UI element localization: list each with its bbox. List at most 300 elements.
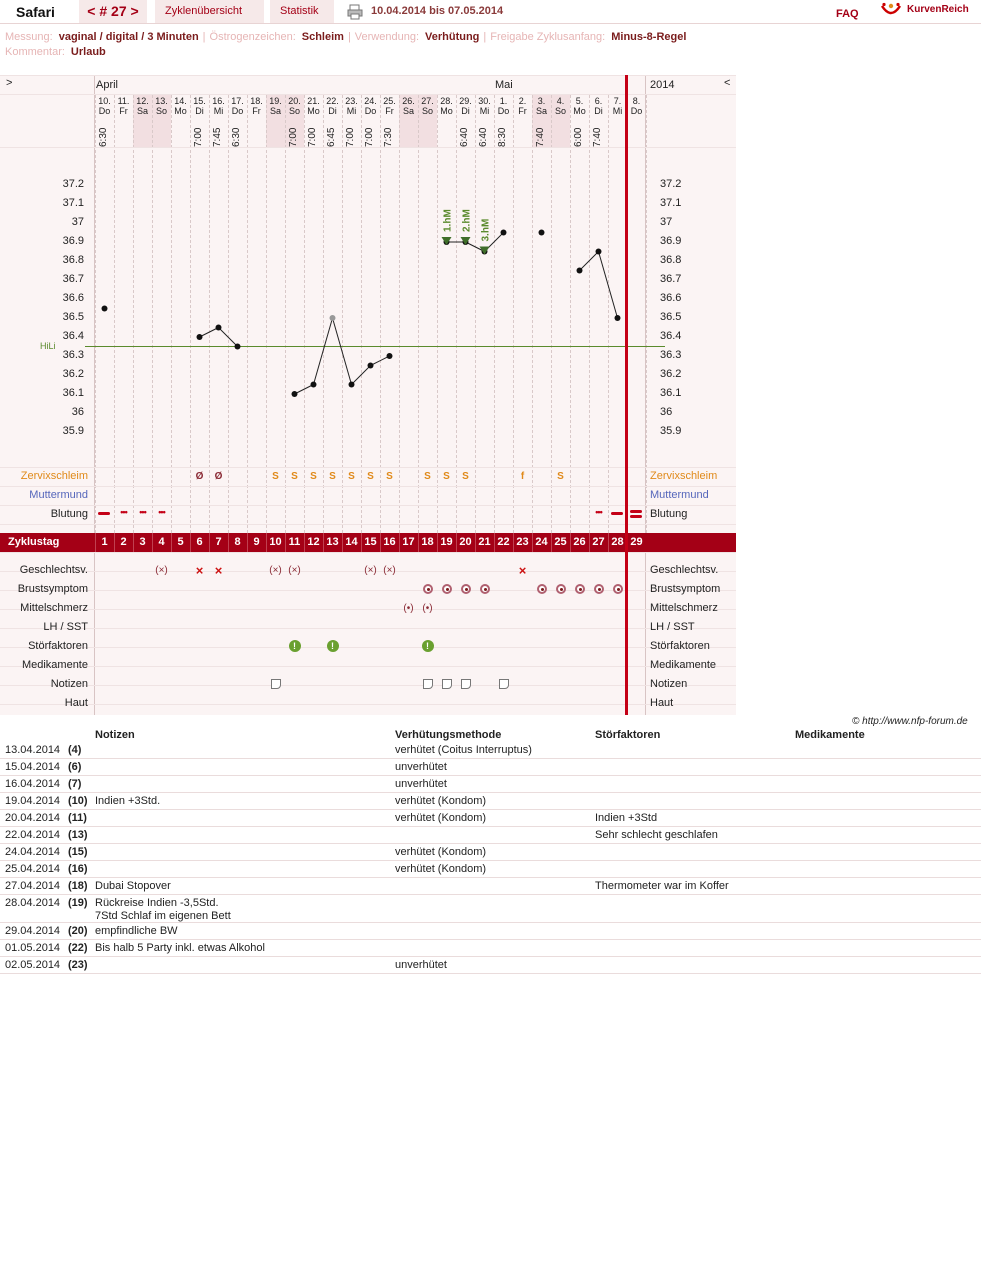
medi-row-label: Medikamente bbox=[21, 659, 88, 671]
cycle-day-sep bbox=[475, 533, 476, 552]
coverline-label: HiLi bbox=[40, 341, 56, 351]
temp-axis-label-right: 36.1 bbox=[660, 387, 682, 399]
mittelschmerz-icon: (•) bbox=[403, 603, 414, 614]
bleeding-dots: ••• bbox=[595, 507, 602, 517]
zervix-mark: S bbox=[291, 471, 298, 482]
day-header: 21. Mo bbox=[307, 96, 320, 116]
row-note: Dubai Stopover bbox=[95, 880, 171, 892]
notizen-row-label: Notizen bbox=[50, 678, 88, 690]
temp-point bbox=[292, 391, 298, 397]
cycle-day-number: 6 bbox=[196, 536, 203, 548]
row-date: 22.04.2014 bbox=[5, 829, 61, 841]
day-header: 3. Sa bbox=[535, 96, 547, 116]
cycle-day-sep bbox=[589, 533, 590, 552]
temp-axis-label-right: 36.8 bbox=[660, 254, 682, 266]
zervix-mark: S bbox=[310, 471, 317, 482]
day-header: 5. Mo bbox=[573, 96, 586, 116]
note-icon[interactable] bbox=[271, 679, 281, 689]
day-header: 10. Do bbox=[98, 96, 111, 116]
row-method: verhütet (Kondom) bbox=[395, 846, 487, 858]
cycle-day-number: 21 bbox=[478, 536, 491, 548]
zervix-mark: S bbox=[443, 471, 450, 482]
zyklustag-label: Zyklustag bbox=[8, 536, 60, 548]
cycle-day-sep bbox=[95, 533, 96, 552]
day-header: 15. Di bbox=[193, 96, 206, 116]
higher-measurement-label: 1.hM bbox=[442, 209, 454, 232]
day-header: 22. Di bbox=[326, 96, 339, 116]
table-row bbox=[0, 923, 981, 940]
bleeding-dots: ••• bbox=[120, 507, 127, 517]
temp-axis-label-left: 37.2 bbox=[62, 178, 84, 190]
table-row bbox=[0, 861, 981, 878]
faq-link[interactable]: FAQ bbox=[836, 8, 859, 20]
cycle-day-number: 3 bbox=[139, 536, 146, 548]
day-header: 2. Fr bbox=[518, 96, 527, 116]
cycle-day-number: 22 bbox=[497, 536, 510, 548]
temp-point bbox=[197, 334, 203, 340]
temp-point bbox=[387, 353, 393, 359]
temp-axis-label-left: 37.1 bbox=[62, 197, 84, 209]
kommentar-label: Kommentar: bbox=[5, 46, 65, 58]
note-icon[interactable] bbox=[499, 679, 509, 689]
cycle-day-sep bbox=[570, 533, 571, 552]
temp-point bbox=[615, 315, 621, 321]
row-date: 24.04.2014 bbox=[5, 846, 61, 858]
temp-point bbox=[330, 315, 336, 321]
curve-segment bbox=[314, 318, 333, 385]
bleeding-double-bottom bbox=[630, 515, 642, 518]
temp-axis-label-left: 36.5 bbox=[62, 311, 84, 323]
mittelschmerz-icon: (•) bbox=[422, 603, 433, 614]
cycle-meta: Messung: vaginal / digital / 3 Minuten | Östrogenzeichen: Schleim | Verwendung: Verhütung | Freigabe Zyklusanfang: Minus-8-Regel Kommentar: Urlaub bbox=[5, 31, 687, 58]
breast-symptom-dot bbox=[579, 588, 582, 591]
intercourse-mark: × bbox=[518, 563, 527, 578]
temp-axis-label-left: 36.9 bbox=[62, 235, 84, 247]
geschlecht-row-label: Geschlechtsv. bbox=[19, 564, 88, 576]
notes-table bbox=[0, 728, 981, 974]
col-header-stoerfaktoren: Störfaktoren bbox=[595, 729, 661, 741]
cycle-day-number: 24 bbox=[535, 536, 548, 548]
temp-axis-label-right: 36.4 bbox=[660, 330, 682, 342]
breast-symptom-dot bbox=[446, 588, 449, 591]
row-method: verhütet (Kondom) bbox=[395, 812, 487, 824]
day-header: 30. Mi bbox=[478, 96, 491, 116]
temp-axis-label-left: 36.8 bbox=[62, 254, 84, 266]
temp-axis-label-right: 36.2 bbox=[660, 368, 682, 380]
cycle-day-number: 27 bbox=[592, 536, 605, 548]
print-icon[interactable] bbox=[347, 4, 363, 20]
row-stoer: Sehr schlecht geschlafen bbox=[595, 829, 718, 841]
cycle-day-number: 18 bbox=[421, 536, 434, 548]
muttermund-row-label: Muttermund bbox=[29, 489, 88, 501]
temp-axis-label-left: 36.3 bbox=[62, 349, 84, 361]
cycle-day-number: 2 bbox=[120, 536, 127, 548]
cycle-day-sep bbox=[418, 533, 419, 552]
cycle-day-sep bbox=[228, 533, 229, 552]
temp-axis-label-left: 36 bbox=[71, 406, 84, 418]
cycle-day-sep bbox=[532, 533, 533, 552]
day-header: 4. So bbox=[554, 96, 566, 116]
row-method: verhütet (Kondom) bbox=[395, 863, 487, 875]
row-method: verhütet (Kondom) bbox=[395, 795, 487, 807]
row-date: 29.04.2014 bbox=[5, 925, 61, 937]
cycle-day-number: 1 bbox=[101, 536, 108, 548]
messung-label: Messung: bbox=[5, 31, 53, 43]
zervix-mark: S bbox=[367, 471, 374, 482]
table-row bbox=[0, 957, 981, 974]
table-row bbox=[0, 878, 981, 895]
cycle-day-sep bbox=[494, 533, 495, 552]
day-header: 11. Fr bbox=[117, 96, 130, 116]
brust-row-label-right: Brustsymptom bbox=[650, 583, 721, 595]
row-cycle-day: (16) bbox=[68, 863, 88, 875]
temp-axis-label-right: 36.5 bbox=[660, 311, 682, 323]
blutung-row-label: Blutung bbox=[50, 508, 88, 520]
row-cycle-day: (23) bbox=[68, 959, 88, 971]
row-method: unverhütet bbox=[395, 761, 447, 773]
measure-time: 7:45 bbox=[212, 127, 223, 147]
temp-axis-label-left: 37 bbox=[71, 216, 84, 228]
bleeding-heavy bbox=[611, 512, 623, 515]
measure-time: 6:00 bbox=[573, 127, 584, 147]
temp-axis-label-right: 37 bbox=[660, 216, 673, 228]
temp-axis-label-right: 36.7 bbox=[660, 273, 682, 285]
cycle-day-sep bbox=[342, 533, 343, 552]
curve-segment bbox=[333, 318, 352, 385]
temp-point bbox=[368, 363, 374, 369]
temp-axis-label-right: 36.6 bbox=[660, 292, 682, 304]
measure-time: 6:45 bbox=[326, 127, 337, 147]
stoer-row-label: Störfaktoren bbox=[28, 640, 88, 652]
cycle-day-number: 20 bbox=[459, 536, 472, 548]
zervix-row-label-right: Zervixschleim bbox=[650, 470, 718, 482]
zervix-mark: S bbox=[272, 471, 279, 482]
cycle-day-sep bbox=[190, 533, 191, 552]
temp-point bbox=[577, 268, 583, 274]
zervix-mark: S bbox=[386, 471, 393, 482]
measure-time: 6:40 bbox=[459, 127, 470, 147]
table-row bbox=[0, 844, 981, 861]
table-row bbox=[0, 810, 981, 827]
user-name: Safari bbox=[16, 4, 55, 20]
temp-point bbox=[235, 344, 241, 350]
row-method: verhütet (Coitus Interruptus) bbox=[395, 744, 532, 756]
higher-measurement-label: 3.hM bbox=[480, 218, 492, 242]
temp-axis-label-right: 36 bbox=[660, 406, 673, 418]
mittel-row-label-right: Mittelschmerz bbox=[650, 602, 718, 614]
blutung-row-label-right: Blutung bbox=[650, 508, 688, 520]
table-row bbox=[0, 759, 981, 776]
measure-time: 7:00 bbox=[364, 127, 375, 147]
cycle-day-number: 4 bbox=[158, 536, 165, 548]
day-header: 23. Mi bbox=[345, 96, 358, 116]
cycle-day-sep bbox=[304, 533, 305, 552]
copyright: © http://www.nfp-forum.de bbox=[852, 716, 968, 727]
temp-axis-label-left: 36.2 bbox=[62, 368, 84, 380]
medi-row-label-right: Medikamente bbox=[650, 659, 717, 671]
mittel-row-label: Mittelschmerz bbox=[20, 602, 88, 614]
day-header: 28. Mo bbox=[440, 96, 453, 116]
cycle-day-number: 28 bbox=[611, 536, 624, 548]
cycle-day-sep bbox=[399, 533, 400, 552]
cycle-day-number: 17 bbox=[402, 536, 415, 548]
disturbance-icon: ! bbox=[289, 640, 301, 652]
today-marker bbox=[625, 75, 628, 715]
curve-segment bbox=[352, 366, 371, 385]
day-header: 19. Sa bbox=[269, 96, 282, 116]
zervix-mark: S bbox=[329, 471, 336, 482]
row-cycle-day: (11) bbox=[68, 812, 87, 824]
table-row bbox=[0, 776, 981, 793]
temp-point bbox=[539, 230, 545, 236]
row-cycle-day: (20) bbox=[68, 925, 88, 937]
cycle-day-number: 15 bbox=[364, 536, 377, 548]
table-row bbox=[0, 827, 981, 844]
oestrogen-label: Östrogenzeichen: bbox=[209, 31, 296, 43]
cycle-day-sep bbox=[209, 533, 210, 552]
freigabe-label: Freigabe Zyklusanfang: bbox=[490, 31, 606, 43]
cycle-day-sep bbox=[323, 533, 324, 552]
col-header-notizen: Notizen bbox=[95, 729, 135, 741]
lh-row-label: LH / SST bbox=[43, 621, 88, 633]
col-header-medikamente: Medikamente bbox=[795, 729, 865, 741]
tab-statistics[interactable]: Statistik bbox=[270, 0, 334, 23]
cycle-day-sep bbox=[361, 533, 362, 552]
curve-segment bbox=[200, 328, 219, 338]
higher-measurement-marker bbox=[442, 237, 452, 245]
temp-point bbox=[596, 249, 602, 255]
brand-logo-icon bbox=[880, 2, 902, 20]
cycle-day-number: 14 bbox=[345, 536, 358, 548]
cycle-day-number: 12 bbox=[307, 536, 320, 548]
day-header: 25. Fr bbox=[383, 96, 396, 116]
cycle-day-sep bbox=[456, 533, 457, 552]
measure-time: 7:40 bbox=[535, 127, 546, 147]
row-stoer: Indien +3Std bbox=[595, 812, 658, 824]
cycle-day-sep bbox=[152, 533, 153, 552]
intercourse-mark: (×) bbox=[155, 565, 168, 576]
temp-axis-label-right: 37.1 bbox=[660, 197, 682, 209]
breast-symptom-dot bbox=[484, 588, 487, 591]
note-icon[interactable] bbox=[461, 679, 471, 689]
cycle-day-sep bbox=[608, 533, 609, 552]
brand-name[interactable]: KurvenReich bbox=[907, 4, 969, 15]
breast-symptom-dot bbox=[560, 588, 563, 591]
stoer-row-label-right: Störfaktoren bbox=[650, 640, 710, 652]
row-date: 16.04.2014 bbox=[5, 778, 61, 790]
temp-axis-label-right: 36.3 bbox=[660, 349, 682, 361]
measure-time: 7:00 bbox=[345, 127, 356, 147]
temp-axis-label-left: 36.7 bbox=[62, 273, 84, 285]
row-cycle-day: (19) bbox=[68, 897, 88, 909]
row-note: empfindliche BW bbox=[95, 925, 178, 937]
note-icon[interactable] bbox=[423, 679, 433, 689]
measure-time: 6:30 bbox=[98, 127, 109, 147]
cycle-day-number: 7 bbox=[215, 536, 222, 548]
cycle-day-number: 23 bbox=[516, 536, 529, 548]
day-header: 12. Sa bbox=[136, 96, 149, 116]
tab-cycle-overview[interactable]: Zyklenübersicht bbox=[155, 0, 264, 23]
row-method: unverhütet bbox=[395, 959, 447, 971]
note-icon[interactable] bbox=[442, 679, 452, 689]
verwendung-label: Verwendung: bbox=[354, 31, 420, 43]
curve-segment bbox=[295, 385, 314, 395]
cycle-day-sep bbox=[285, 533, 286, 552]
table-row bbox=[0, 940, 981, 957]
notizen-row-label-right: Notizen bbox=[650, 678, 688, 690]
cycle-day-number: 10 bbox=[269, 536, 282, 548]
curve-segment bbox=[599, 252, 618, 319]
table-row bbox=[0, 793, 981, 810]
cycle-day-number: 25 bbox=[554, 536, 567, 548]
row-method: unverhütet bbox=[395, 778, 447, 790]
row-date: 27.04.2014 bbox=[5, 880, 61, 892]
verwendung-value: Verhütung bbox=[425, 31, 480, 43]
intercourse-mark: (×) bbox=[364, 565, 377, 576]
temp-axis-label-left: 36.6 bbox=[62, 292, 84, 304]
day-header: 27. So bbox=[421, 96, 434, 116]
day-header: 6. Di bbox=[594, 96, 603, 116]
zervix-mark: S bbox=[424, 471, 431, 482]
measure-time: 7:40 bbox=[592, 127, 603, 147]
temp-point bbox=[349, 382, 355, 388]
row-cycle-day: (7) bbox=[68, 778, 82, 790]
breast-symptom-dot bbox=[465, 588, 468, 591]
measure-time: 7:00 bbox=[288, 127, 299, 147]
cycle-day-sep bbox=[247, 533, 248, 552]
cycle-day-number: 5 bbox=[177, 536, 184, 548]
top-navigation bbox=[0, 0, 981, 24]
day-header: 29. Di bbox=[459, 96, 472, 116]
day-header: 20. So bbox=[288, 96, 301, 116]
row-date: 01.05.2014 bbox=[5, 942, 61, 954]
curve-segment bbox=[371, 356, 390, 366]
row-cycle-day: (15) bbox=[68, 846, 88, 858]
cycle-day-sep bbox=[266, 533, 267, 552]
bleeding-heavy bbox=[98, 512, 110, 515]
temp-point bbox=[501, 230, 507, 236]
row-stoer: Thermometer war im Koffer bbox=[595, 880, 729, 892]
day-header: 8. Do bbox=[630, 96, 643, 116]
row-date: 28.04.2014 bbox=[5, 897, 61, 909]
higher-measurement-label: 2.hM bbox=[461, 209, 473, 232]
row-date: 15.04.2014 bbox=[5, 761, 61, 773]
zervix-mark: S bbox=[348, 471, 355, 482]
day-header: 14. Mo bbox=[174, 96, 187, 116]
measure-time: 7:00 bbox=[307, 127, 318, 147]
freigabe-value: Minus-8-Regel bbox=[611, 31, 687, 43]
row-date: 25.04.2014 bbox=[5, 863, 61, 875]
measure-time: 8:30 bbox=[497, 127, 508, 147]
cycle-navigator[interactable]: < # 27 > bbox=[79, 0, 147, 23]
intercourse-mark: (×) bbox=[383, 565, 396, 576]
cycle-day-number: 16 bbox=[383, 536, 396, 548]
curve-segment bbox=[580, 252, 599, 271]
intercourse-mark: × bbox=[214, 563, 223, 578]
measure-time: 7:00 bbox=[193, 127, 204, 147]
bleeding-double-top bbox=[630, 510, 642, 513]
date-range: 10.04.2014 bis 07.05.2014 bbox=[371, 5, 504, 17]
row-note: Indien +3Std. bbox=[95, 795, 161, 807]
muttermund-row-label-right: Muttermund bbox=[650, 489, 709, 501]
temp-axis-label-right: 36.9 bbox=[660, 235, 682, 247]
zervix-mark: Ø bbox=[214, 471, 223, 482]
table-row bbox=[0, 742, 981, 759]
haut-row-label: Haut bbox=[64, 697, 88, 709]
row-cycle-day: (10) bbox=[68, 795, 88, 807]
zervix-mark: Ø bbox=[195, 471, 204, 482]
temp-point bbox=[311, 382, 317, 388]
month-label-mai: Mai bbox=[495, 79, 513, 91]
cycle-day-number: 9 bbox=[253, 536, 260, 548]
year-label: 2014 bbox=[650, 79, 675, 91]
row-cycle-day: (6) bbox=[68, 761, 82, 773]
cycle-chart bbox=[0, 75, 736, 715]
intercourse-mark: (×) bbox=[269, 565, 282, 576]
brust-row-label: Brustsymptom bbox=[17, 583, 88, 595]
table-row bbox=[0, 895, 981, 923]
month-label-april: April bbox=[96, 79, 119, 91]
day-header: 17. Do bbox=[231, 96, 244, 116]
bleeding-dots: ••• bbox=[158, 507, 165, 517]
disturbance-icon: ! bbox=[422, 640, 434, 652]
zervix-row-label: Zervixschleim bbox=[20, 470, 88, 482]
cycle-day-number: 29 bbox=[630, 536, 643, 548]
next-cycle-arrow[interactable]: < bbox=[724, 77, 731, 89]
row-date: 19.04.2014 bbox=[5, 795, 61, 807]
breast-symptom-dot bbox=[617, 588, 620, 591]
day-header: 18. Fr bbox=[250, 96, 263, 116]
breast-symptom-dot bbox=[541, 588, 544, 591]
breast-symptom-dot bbox=[427, 588, 430, 591]
bleeding-dots: ••• bbox=[139, 507, 146, 517]
row-date: 13.04.2014 bbox=[5, 744, 61, 756]
geschlecht-row-label-right: Geschlechtsv. bbox=[650, 564, 719, 576]
day-header: 16. Mi bbox=[212, 96, 225, 116]
prev-cycle-arrow[interactable]: > bbox=[6, 77, 13, 89]
row-date: 02.05.2014 bbox=[5, 959, 61, 971]
row-cycle-day: (4) bbox=[68, 744, 82, 756]
day-header: 7. Mi bbox=[612, 96, 623, 116]
cycle-day-number: 8 bbox=[234, 536, 241, 548]
lh-row-label-right: LH / SST bbox=[650, 621, 695, 633]
curve-segment bbox=[219, 328, 238, 347]
zervix-mark: S bbox=[462, 471, 469, 482]
measure-time: 7:30 bbox=[383, 127, 394, 147]
measure-time: 6:40 bbox=[478, 127, 489, 147]
day-header: 24. Do bbox=[364, 96, 377, 116]
haut-row-label-right: Haut bbox=[650, 697, 674, 709]
cycle-day-sep bbox=[133, 533, 134, 552]
row-note: Bis halb 5 Party inkl. etwas Alkohol bbox=[95, 942, 265, 954]
cycle-day-number: 26 bbox=[573, 536, 586, 548]
intercourse-mark: × bbox=[195, 563, 204, 578]
cycle-day-sep bbox=[171, 533, 172, 552]
day-header: 1. Do bbox=[497, 96, 510, 116]
temp-point bbox=[102, 306, 108, 312]
row-date: 20.04.2014 bbox=[5, 812, 61, 824]
temp-point bbox=[216, 325, 222, 331]
zervix-mark: f bbox=[520, 471, 525, 482]
col-header-methode: Verhütungsmethode bbox=[395, 729, 502, 741]
temp-axis-label-right: 37.2 bbox=[660, 178, 682, 190]
messung-value: vaginal / digital / 3 Minuten bbox=[58, 31, 199, 43]
kommentar-value: Urlaub bbox=[70, 46, 106, 58]
cycle-day-sep bbox=[551, 533, 552, 552]
breast-symptom-dot bbox=[598, 588, 601, 591]
cycle-day-sep bbox=[380, 533, 381, 552]
day-header: 13. So bbox=[155, 96, 168, 116]
